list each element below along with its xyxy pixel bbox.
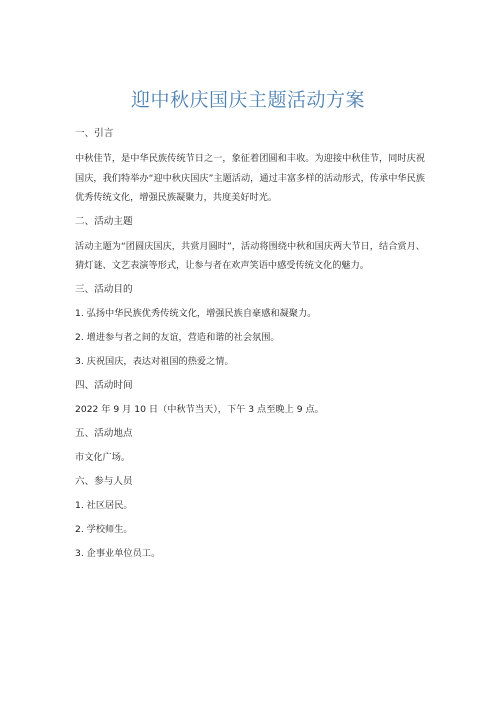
section-heading-theme: 二、活动主题 xyxy=(75,215,133,227)
purpose-item: 2. 增进参与者之间的友谊，营造和谐的社会氛围。 xyxy=(75,331,280,343)
section-heading-purpose: 三、活动目的 xyxy=(75,283,133,295)
section-heading-time: 四、活动时间 xyxy=(75,379,133,391)
section-heading-location: 五、活动地点 xyxy=(75,427,133,439)
location-item: 市文化广场。 xyxy=(75,451,131,463)
section-paragraph-theme: 活动主题为“团圆庆国庆，共赏月圆时”，活动将围绕中秋和国庆两大节日，结合赏月、猜灯谜、文艺表演等形式，让参与者在欢声笑语中感受传统文化的魅力。 xyxy=(75,240,425,271)
time-item: 2022 年 9 月 10 日（中秋节当天），下午 3 点至晚上 9 点。 xyxy=(75,403,324,415)
purpose-item: 1. 弘扬中华民族优秀传统文化，增强民族自豪感和凝聚力。 xyxy=(75,307,317,319)
participant-item: 1. 社区居民。 xyxy=(75,499,133,511)
section-heading-introduction: 一、引言 xyxy=(75,128,114,139)
participant-item: 3. 企事业单位员工。 xyxy=(75,547,161,559)
purpose-item: 3. 庆祝国庆，表达对祖国的热爱之情。 xyxy=(75,355,234,367)
document-body xyxy=(75,120,425,569)
document-title: 迎中秋庆国庆主题活动方案 xyxy=(130,89,365,111)
participant-item: 2. 学校师生。 xyxy=(75,523,133,535)
section-heading-participants: 六、参与人员 xyxy=(75,475,133,487)
section-paragraph-introduction: 中秋佳节，是中华民族传统节日之一，象征着团圆和丰收。为迎接中秋佳节，同时庆祝国庆，我们特举办“迎中秋庆国庆”主题活动，通过丰富多样的活动形式，传承中华民族优秀传统文化，增强民族凝聚力，共度美好时光。 xyxy=(75,153,425,203)
